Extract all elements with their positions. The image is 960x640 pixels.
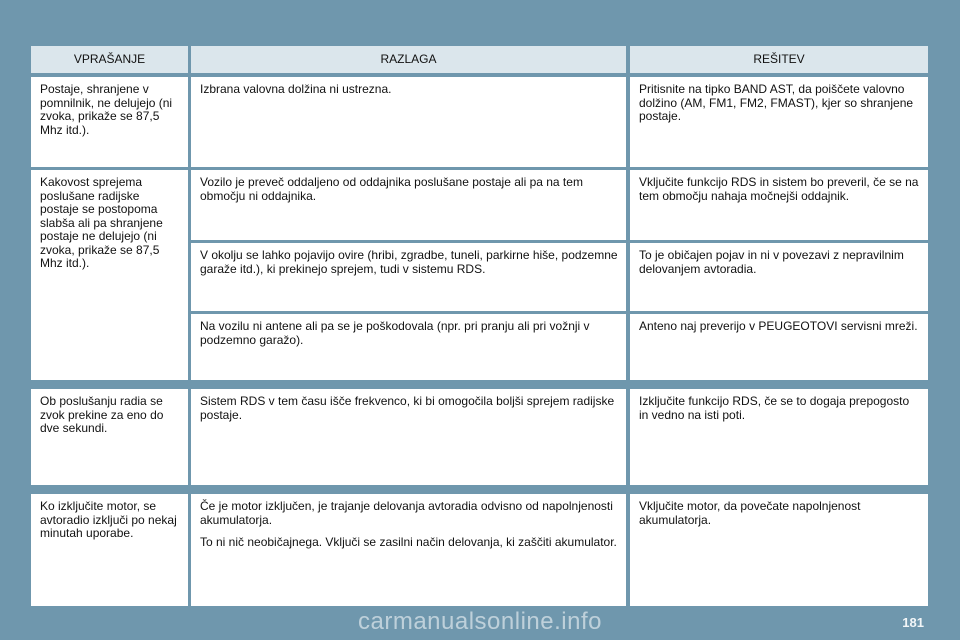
explanation-cell: V okolju se lahko pojavijo ovire (hribi, zgradbe, tuneli, parkirne hiše, podzemne garaže itd.), ki prekinejo sprejem, tudi v sistemu RDS. [191, 243, 626, 311]
page-number: 181 [902, 615, 924, 630]
explanation-cell [191, 494, 626, 606]
solution-cell: To je običajen pojav in ni v povezavi z nepravilnim delovanjem avtoradia. [630, 243, 928, 311]
explanation-cell: Na vozilu ni antene ali pa se je poškodovala (npr. pri pranju ali pri vožnji v podzemno garažo). [191, 314, 626, 380]
explanation-cell: Vozilo je preveč oddaljeno od oddajnika poslušane postaje ali pa na tem območju ni oddajnika. [191, 170, 626, 240]
solution-cell: Izključite funkcijo RDS, če se to dogaja prepogosto in vedno na isti poti. [630, 389, 928, 485]
question-cell: Ob poslušanju radia se zvok prekine za eno do dve sekundi. [31, 389, 188, 485]
watermark: carmanualsonline.info [358, 608, 602, 635]
question-cell: Kakovost sprejema poslušane radijske postaje se postopoma slabša ali pa shranjene postaje ne delujejo (ni zvoka, prikaže se 87,5 Mhz itd.). [31, 170, 188, 380]
header-solution: REŠITEV [630, 46, 928, 73]
solution-cell: Pritisnite na tipko BAND AST, da poiščete valovno dolžino (AM, FM1, FM2, FMAST), kjer so shranjene postaje. [630, 77, 928, 167]
solution-cell: Vključite motor, da povečate napolnjenost akumulatorja. [630, 494, 928, 606]
explanation-paragraph: Če je motor izključen, je trajanje delovanja avtoradia odvisno od napolnjenosti akumulatorja. [200, 499, 613, 527]
question-cell: Ko izključite motor, se avtoradio izključi po nekaj minutah uporabe. [31, 494, 188, 606]
question-cell: Postaje, shranjene v pomnilnik, ne delujejo (ni zvoka, prikaže se 87,5 Mhz itd.). [31, 77, 188, 167]
header-explanation: RAZLAGA [191, 46, 626, 73]
explanation-cell: Sistem RDS v tem času išče frekvenco, ki bi omogočila boljši sprejem radijske postaje. [191, 389, 626, 485]
solution-cell: Anteno naj preverijo v PEUGEOTOVI servisni mreži. [630, 314, 928, 380]
explanation-paragraph: To ni nič neobičajnega. Vključi se zasilni način delovanja, ki zaščiti akumulator. [200, 535, 617, 549]
header-question: VPRAŠANJE [31, 46, 188, 73]
explanation-cell: Izbrana valovna dolžina ni ustrezna. [191, 77, 626, 167]
solution-cell: Vključite funkcijo RDS in sistem bo preveril, če se na tem območju nahaja močnejši oddajnik. [630, 170, 928, 240]
